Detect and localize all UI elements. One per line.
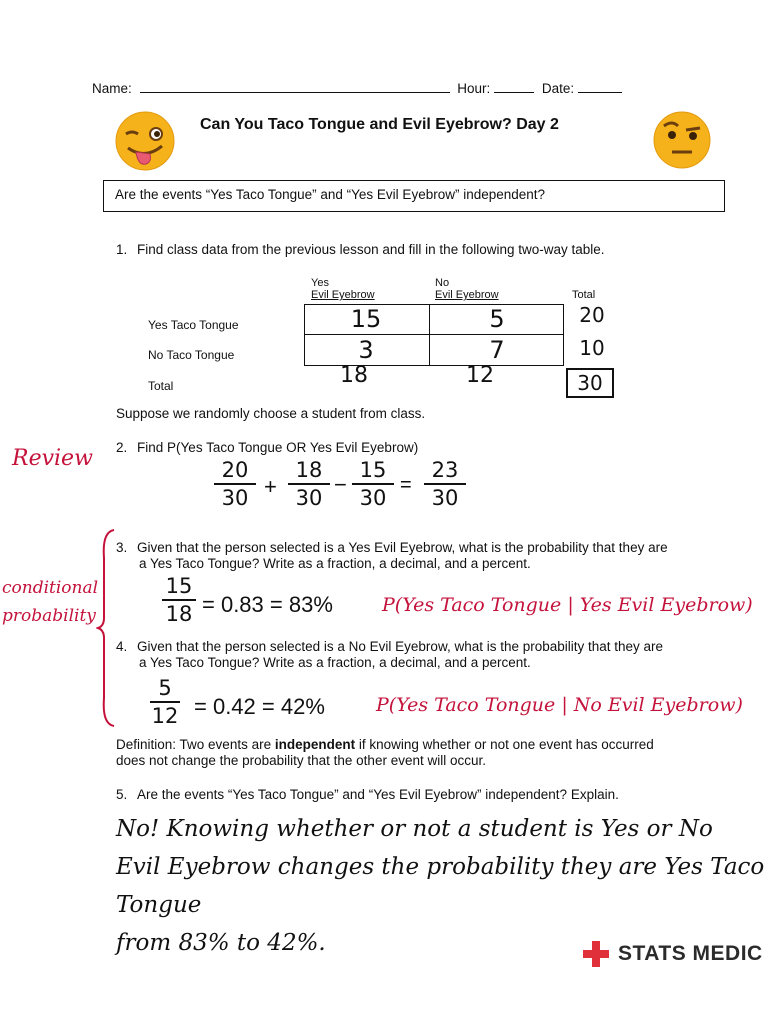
answer-line: from 83% to 42%. [116, 930, 326, 956]
question-number: 1. [116, 242, 128, 257]
hour-label: Hour: [457, 81, 491, 96]
col-header-yes: Yes Evil Eyebrow [311, 277, 375, 301]
question-box-text: Are the events “Yes Taco Tongue” and “Yes Evil Eyebrow” independent? [115, 187, 546, 202]
question-number: 4. [116, 639, 128, 654]
table-cell: 12 [466, 363, 494, 388]
review-note: Review [12, 446, 93, 471]
table-cell: 15 [350, 305, 382, 333]
question-number: 3. [116, 540, 128, 555]
question-4 [116, 639, 663, 671]
table-cell: 18 [340, 363, 368, 388]
fraction: 20 30 [214, 458, 256, 510]
question-3 [116, 540, 668, 572]
question-text: a Yes Taco Tongue? Write as a fraction, a decimal, and a percent. [139, 655, 531, 670]
equals-sign: = [400, 474, 412, 496]
fraction: 15 30 [352, 458, 394, 510]
grand-total-cell: 30 [566, 368, 614, 398]
fraction: 18 30 [288, 458, 330, 510]
name-field[interactable] [140, 80, 450, 93]
question-text: Are the events “Yes Taco Tongue” and “Yes Evil Eyebrow” independent? Explain. [137, 787, 619, 802]
q4-answer: = 0.42 = 42% [194, 694, 325, 719]
row-label: Yes Taco Tongue [148, 318, 239, 332]
table-cell: 5 [489, 305, 505, 333]
q5-answer [116, 810, 768, 962]
name-row [92, 80, 652, 96]
definition: Definition: Two events are independent if knowing whether or not one event has occurred does not change the probability that the other event will occur. [116, 737, 654, 768]
fraction: 5 12 [151, 676, 179, 728]
red-cross-icon [583, 941, 609, 967]
fraction: 15 18 [162, 574, 196, 626]
table-cell: 3 [358, 336, 374, 364]
suppose-text: Suppose we randomly choose a student from class. [116, 406, 426, 421]
name-label: Name: [92, 81, 132, 96]
col-header-no: No Evil Eyebrow [435, 277, 499, 301]
minus-sign: − [334, 472, 347, 497]
table-cell: 7 [489, 336, 505, 364]
question-number: 2. [116, 440, 128, 455]
brand-name: STATS MEDIC [618, 942, 763, 965]
question-text: a Yes Taco Tongue? Write as a fraction, a decimal, and a percent. [139, 556, 531, 571]
q3-answer: = 0.83 = 83% [202, 592, 333, 617]
q3-note: P(Yes Taco Tongue | Yes Evil Eyebrow) [382, 594, 753, 616]
question-2 [116, 440, 418, 455]
date-field[interactable] [578, 80, 622, 93]
answer-line: Evil Eyebrow changes the probability they are Yes Taco Tongue [116, 854, 765, 918]
question-text: Find P(Yes Taco Tongue OR Yes Evil Eyebrow) [137, 440, 419, 455]
question-5 [116, 787, 619, 802]
table-cell: 10 [579, 336, 605, 360]
definition-term: independent [274, 737, 356, 752]
red-bracket [96, 528, 118, 728]
raised-eyebrow-emoji-icon [650, 110, 714, 170]
row-label: No Taco Tongue [148, 348, 235, 362]
page-title: Can You Taco Tongue and Evil Eyebrow? Day 2 [200, 116, 559, 133]
question-number: 5. [116, 787, 128, 802]
hour-field[interactable] [494, 80, 534, 93]
question-text: Given that the person selected is a No Evil Eyebrow, what is the probability that they are [137, 639, 664, 654]
question-box [103, 180, 725, 212]
tongue-out-winking-emoji-icon [112, 110, 178, 172]
col-header-total: Total [572, 289, 596, 301]
plus-sign: + [264, 474, 277, 499]
row-label: Total [148, 379, 174, 393]
question-1 [116, 242, 605, 257]
question-text: Find class data from the previous lesson and fill in the following two-way table. [137, 242, 605, 257]
date-label: Date: [541, 81, 575, 96]
answer-line: No! Knowing whether or not a student is Yes or No [116, 816, 713, 842]
q4-note: P(Yes Taco Tongue | No Evil Eyebrow) [376, 694, 743, 716]
fraction: 23 30 [424, 458, 466, 510]
question-text: Given that the person selected is a Yes Evil Eyebrow, what is the probability that they are [137, 540, 668, 555]
conditional-probability-note: conditional probability [2, 578, 99, 626]
table-cell: 20 [579, 303, 605, 327]
